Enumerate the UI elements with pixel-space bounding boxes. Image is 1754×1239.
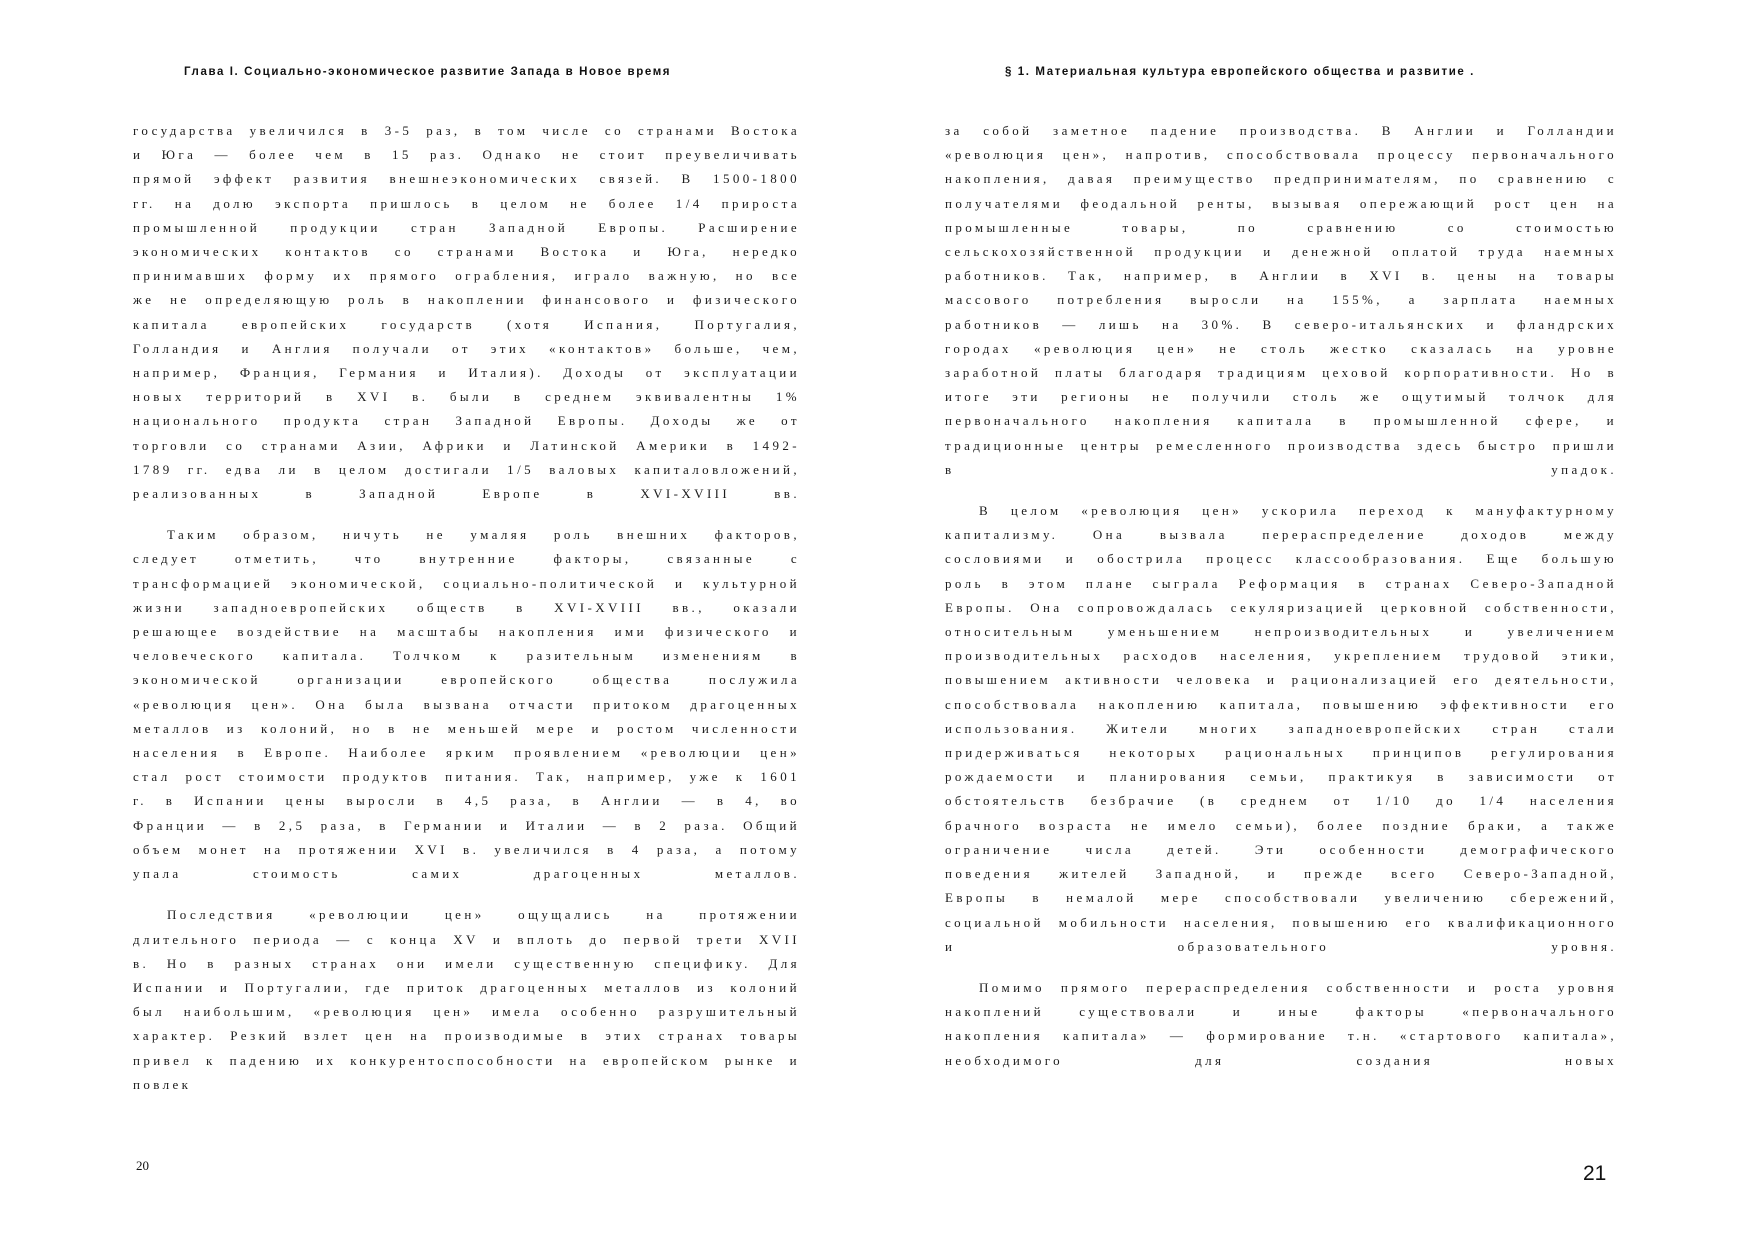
left-running-head: Глава I. Социально-экономическое развитие Запада в Новое время: [184, 66, 672, 78]
right-paragraph-3: Помимо прямого перераспределения собственности и роста уровня накоплений существовали и иные факторы «первоначального накопления капитала» — формирование т.н. «стартового капитала», необходимого для создания новых: [945, 979, 1617, 1068]
right-paragraph-1: за собой заметное падение производства. В Англии и Голландии «революция цен», напротив, способствовала процессу первоначального накопления, давая преимущество предпринимателям, по сравнению с получателями феодальной ренты, вызывая опережающий рост цен на промышленные товары, по сравнению со стоимостью сельскохозяйственной продукции и денежной оплатой труда наемных работников. Так, например, в Англии в XVI в. цены на товары массового потребления выросли на 155%, а зарплата наемных работников — лишь на 30%. В северо-итальянских и фландрских городах «революция цен» не столь жестко сказалась на уровне заработной платы благодаря традициям цеховой корпоративности. Но в итоге эти регионы не получили столь же ощутимый толчок для первоначального накопления капитала в промышленной сфере, и традиционные центры ремесленного производства здесь быстро пришли в упадок.: [945, 123, 1617, 477]
right-paragraph-2: В целом «революция цен» ускорила переход к мануфактурному капитализму. Она вызвала перераспределение доходов между сословиями и обострила процесс классообразования. Еще большую роль в этом плане сыграла Реформация в странах Северо-Западной Европы. Она сопровождалась секуляризацией церковной собственности, относительным уменьшением непроизводительных и увеличением производительных расходов населения, укреплением трудовой этики, повышением активности человека и рационализацией его деятельности, способствовала накоплению капитала, повышению эффективности его использования. Жители многих западноевропейских стран стали придерживаться некоторых рациональных принципов регулирования рождаемости и планирования семьи, практикуя в зависимости от обстоятельств безбрачие (в среднем от 1/10 до 1/4 населения брачного возраста не имело семьи), более поздние браки, а также ограничение числа детей. Эти особенности демографического поведения жителей Западной, и прежде всего Северо-Западной, Европы в немалой мере способствовали увеличению сбережений, социальной мобильности населения, повышению его квалификационного и образовательного уровня.: [945, 503, 1617, 954]
left-page-number: 20: [136, 1158, 149, 1173]
left-paragraph-3: Последствия «революции цен» ощущались на протяжении длительного периода — с конца XV и вплоть до первой трети XVII в. Но в разных странах они имели существенную специфику. Для Испании и Португалии, где приток драгоценных металлов из колоний был наибольшим, «революция цен» имела особенно разрушительный характер. Резкий взлет цен на производимые в этих странах товары привел к падению их конкурентоспособности на европейском рынке и повлек: [133, 907, 800, 1092]
right-page-text: [945, 119, 1617, 1073]
left-paragraph-1: государства увеличился в 3-5 раз, в том числе со странами Востока и Юга — более чем в 15 раз. Однако не стоит преувеличивать прямой эффект развития внешнеэкономических связей. В 1500-1800 гг. на долю экспорта пришлось в целом не более 1/4 прироста промышленной продукции стран Западной Европы. Расширение экономических контактов со странами Востока и Юга, нередко принимавших форму их прямого ограбления, играло важную, но все же не определяющую роль в накоплении финансового и физического капитала европейских государств (хотя Испания, Португалия, Голландия и Англия получали от этих «контактов» больше, чем, например, Франция, Германия и Италия). Доходы от эксплуатации новых территорий в XVI в. были в среднем эквивалентны 1% национального продукта стран Западной Европы. Доходы же от торговли со странами Азии, Африки и Латинской Америки в 1492-1789 гг. едва ли в целом достигали 1/5 валовых капиталовложений, реализованных в Западной Европе в XVI-XVIII вв.: [133, 123, 800, 502]
right-page: [877, 0, 1754, 1239]
left-page-text: [133, 119, 800, 1097]
right-page-number: 21: [1583, 1162, 1607, 1185]
right-running-head: § 1. Материальная культура европейского общества и развитие .: [1005, 66, 1475, 78]
left-paragraph-2: Таким образом, ничуть не умаляя роль внешних факторов, следует отметить, что внутренние факторы, связанные с трансформацией экономической, социально-политической и культурной жизни западноевропейских обществ в XVI-XVIII вв., оказали решающее воздействие на масштабы накопления ими физического и человеческого капитала. Толчком к разительным изменениям в экономической организации европейского общества послужила «революция цен». Она была вызвана отчасти притоком драгоценных металлов из колоний, но в не меньшей мере и ростом численности населения в Европе. Наиболее ярким проявлением «революции цен» стал рост стоимости продуктов питания. Так, например, уже к 1601 г. в Испании цены выросли в 4,5 раза, в Англии — в 4, во Франции — в 2,5 раза, в Германии и Италии — в 2 раза. Общий объем монет на протяжении XVI в. увеличился в 4 раза, а потому упала стоимость самих драгоценных металлов.: [133, 527, 800, 882]
